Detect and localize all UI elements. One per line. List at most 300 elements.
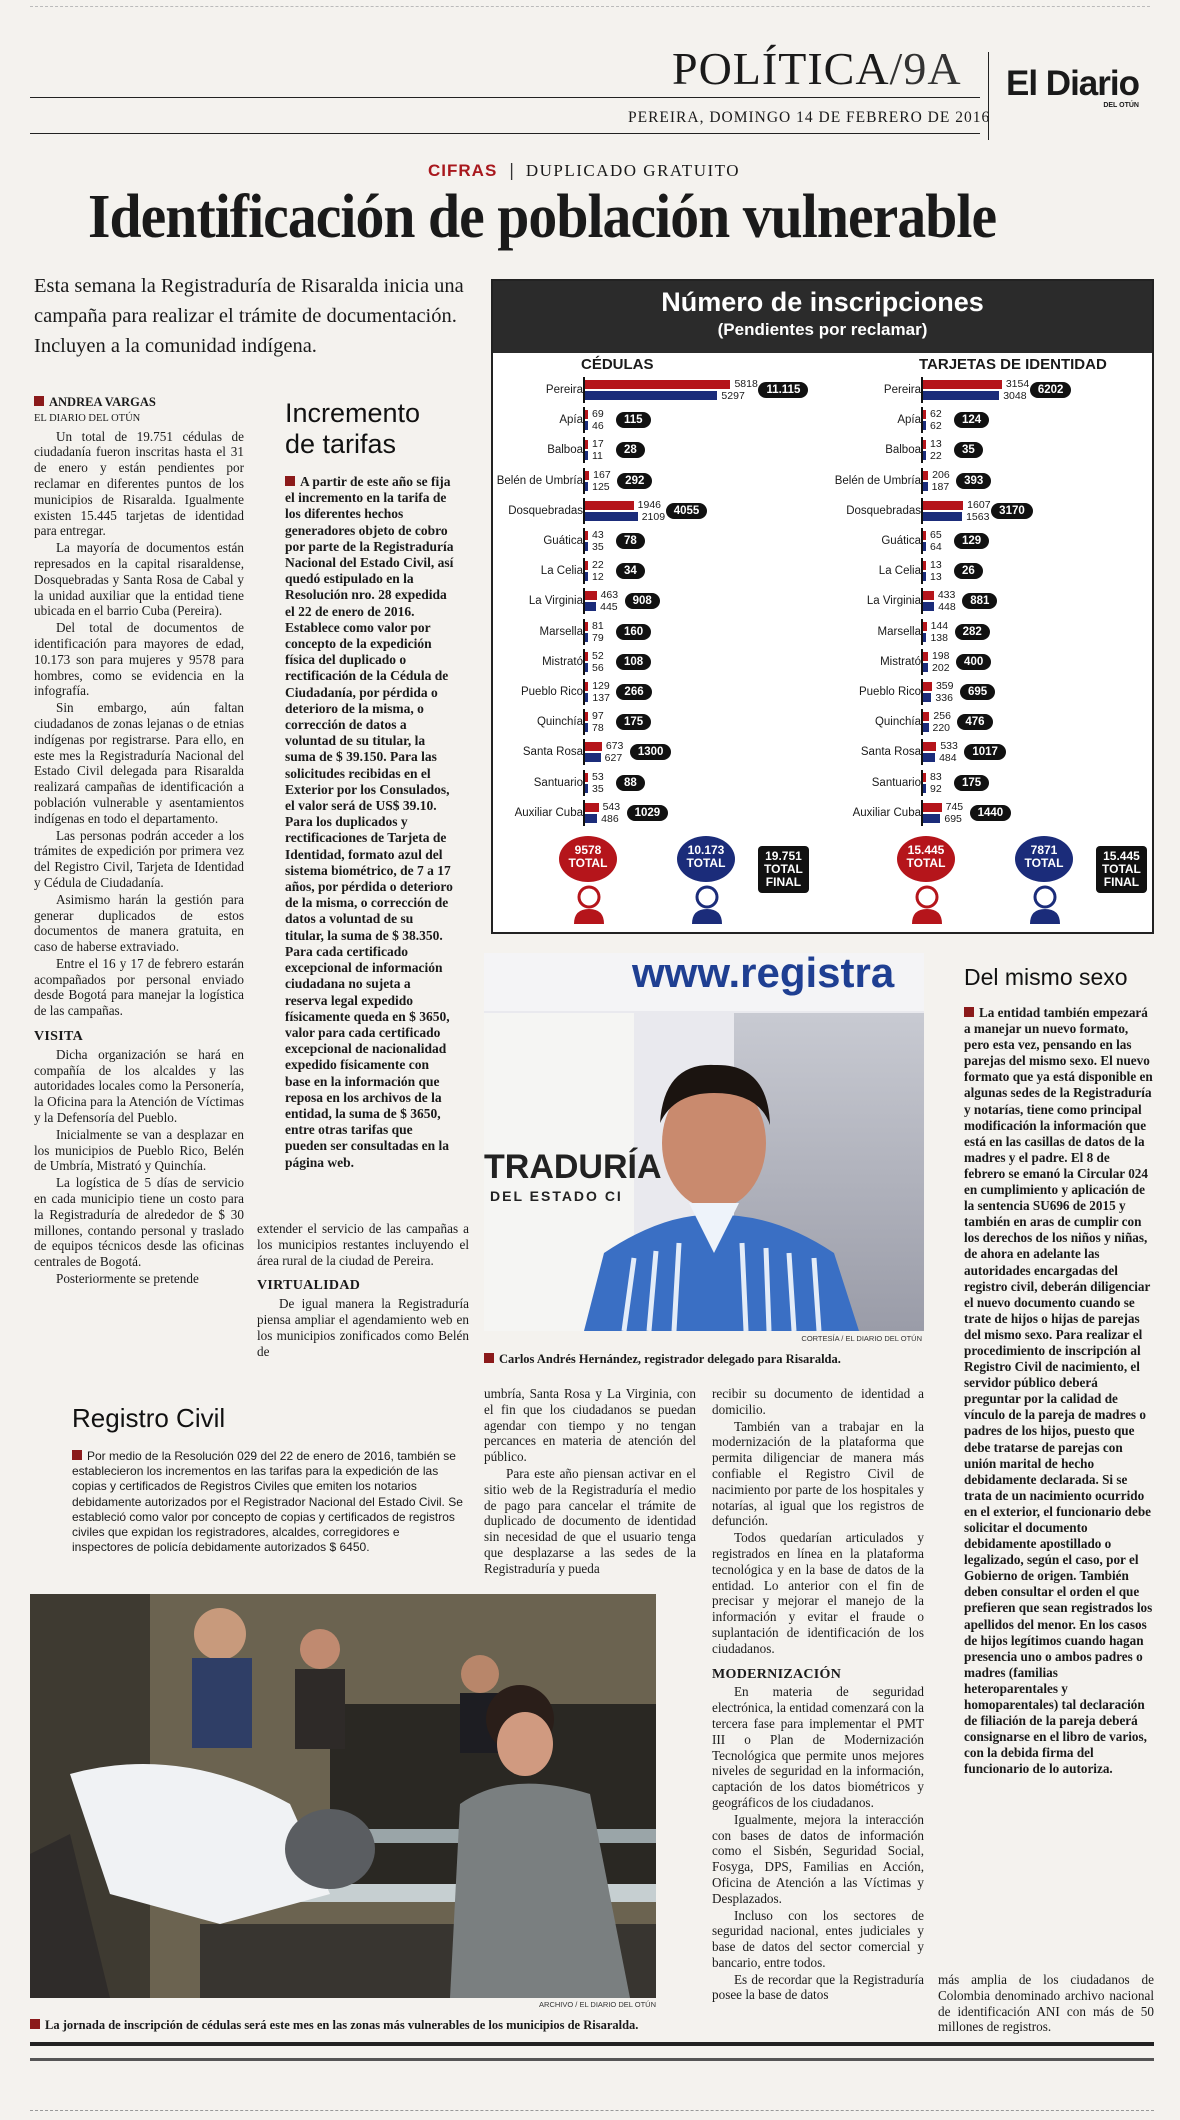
photo2-caption bbox=[30, 2018, 710, 2033]
final-total-value: 19.751 bbox=[765, 849, 802, 863]
category-label: Marsella bbox=[539, 625, 583, 638]
bar-women bbox=[923, 440, 926, 449]
bullet-square bbox=[285, 476, 295, 486]
total-pill: 1017 bbox=[964, 744, 1006, 760]
bar-men bbox=[585, 391, 717, 400]
paragraph: umbría, Santa Rosa y La Virginia, con el fin que los ciudadanos se puedan agendar con tiempo y no tengan percances en materia de atención del público. bbox=[484, 1386, 696, 1465]
total-pill: 1029 bbox=[627, 805, 669, 821]
bar-women bbox=[585, 803, 599, 812]
chart-row bbox=[493, 739, 813, 765]
category-label: Pereira bbox=[883, 384, 921, 396]
bottom-rule bbox=[30, 2042, 1154, 2046]
kicker-sub: DUPLICADO GRATUITO bbox=[525, 161, 740, 180]
bar-men bbox=[923, 391, 999, 400]
paragraph: extender el servicio de las campañas a los municipios restantes incluyendo el área rural de la ciudad de Pereira. bbox=[257, 1221, 469, 1268]
total-pill: 4055 bbox=[666, 503, 708, 519]
category-label: Guática bbox=[543, 535, 583, 547]
bar-men bbox=[923, 784, 926, 793]
paragraph: Las personas podrán acceder a los trámites de expedición por primera vez del Registro Civil, Tarjeta de Identidad y Cédula de Ciudadanía. bbox=[34, 827, 244, 890]
bar-women bbox=[923, 410, 926, 419]
bar-men bbox=[923, 633, 926, 642]
final-total-word: FINAL bbox=[1103, 875, 1140, 889]
chart-row bbox=[831, 679, 1151, 705]
category-label: La Virginia bbox=[866, 595, 921, 608]
photo1-caption bbox=[484, 1352, 924, 1367]
bar-men bbox=[585, 482, 588, 491]
section-name: POLÍTICA bbox=[672, 43, 890, 94]
paragraph: De igual manera la Registraduría piensa ampliar el agendamiento web en los municipios zonificados como Belén de bbox=[257, 1296, 469, 1359]
photo2-caption-text: La jornada de inscripción de cédulas será este mes en las zonas más vulnerables de los municipios de Risaralda. bbox=[45, 2018, 639, 2032]
bar-men bbox=[585, 512, 638, 521]
bar-men bbox=[923, 451, 926, 460]
chart-row bbox=[831, 709, 1151, 735]
chart-row bbox=[831, 377, 1151, 403]
masthead-rule bbox=[30, 97, 980, 98]
category-label: Apía bbox=[897, 414, 921, 427]
value-label-women: 13 bbox=[930, 438, 942, 451]
column-5-tail bbox=[938, 1972, 1154, 2036]
bar-women bbox=[923, 712, 929, 721]
paragraph: Asimismo harán la gestión para generar duplicados de estos documentos de manera gratuita, en caso de haberse extraviado. bbox=[34, 891, 244, 955]
group-label-tarjetas: TARJETAS DE IDENTIDAD bbox=[919, 356, 1107, 373]
final-total-word: TOTAL bbox=[1102, 862, 1141, 876]
value-label-women: 81 bbox=[592, 619, 604, 632]
chart-row bbox=[831, 619, 1151, 645]
section-title bbox=[672, 44, 962, 94]
final-total-box bbox=[1096, 846, 1147, 893]
category-label: Auxiliar Cuba bbox=[514, 806, 583, 819]
subhead-virtualidad: VIRTUALIDAD bbox=[257, 1278, 361, 1294]
value-label-men: 202 bbox=[932, 661, 950, 674]
category-label: Quinchía bbox=[874, 716, 921, 729]
category-label: Belén de Umbría bbox=[496, 474, 583, 487]
value-label-men: 3048 bbox=[1003, 390, 1027, 402]
chart-row bbox=[493, 437, 813, 463]
category-label: Santa Rosa bbox=[860, 746, 921, 759]
value-label-men: 13 bbox=[930, 571, 942, 584]
column-2b bbox=[257, 1221, 469, 1360]
chart-header bbox=[493, 281, 1152, 353]
category-label: Apía bbox=[559, 414, 583, 427]
chart-row bbox=[831, 800, 1151, 826]
bar-women bbox=[923, 561, 926, 570]
chart-row bbox=[493, 770, 813, 796]
bullet-square bbox=[34, 396, 44, 406]
chart-row bbox=[831, 407, 1151, 433]
women-total-bubble bbox=[897, 836, 955, 882]
final-total-box bbox=[758, 846, 809, 893]
paragraph: más amplia de los ciudadanos de Colombia denominado archivo nacional de identificación ANI con más de 50 millones de registros. bbox=[938, 1972, 1154, 2035]
bottom-edge bbox=[30, 2110, 1154, 2111]
sexo-heading: Del mismo sexo bbox=[964, 964, 1128, 990]
men-total-bubble bbox=[677, 836, 735, 882]
value-label-men: 484 bbox=[939, 752, 957, 765]
value-label-women: 22 bbox=[592, 559, 604, 572]
total-pill: 3170 bbox=[991, 503, 1033, 519]
category-label: Santuario bbox=[533, 776, 583, 789]
photo-sign-text: www.registra bbox=[632, 953, 895, 996]
subhead-visita: VISITA bbox=[34, 1029, 84, 1045]
total-pill: 124 bbox=[954, 412, 989, 428]
total-pill: 282 bbox=[955, 624, 990, 640]
incremento-body bbox=[285, 474, 455, 1171]
category-label: Guática bbox=[881, 535, 921, 547]
men-total-value: 7871 bbox=[1030, 843, 1058, 857]
bullet-square bbox=[484, 1353, 494, 1363]
value-label-men: 56 bbox=[592, 661, 604, 674]
bar-men bbox=[585, 572, 588, 581]
value-label-men: 448 bbox=[938, 601, 956, 614]
value-label-women: 53 bbox=[592, 770, 604, 783]
bar-women bbox=[585, 501, 634, 510]
chart-row bbox=[493, 498, 813, 524]
value-label-men: 5297 bbox=[721, 390, 745, 402]
category-label: Dosquebradas bbox=[508, 504, 583, 517]
total-pill: 400 bbox=[956, 654, 991, 670]
value-label-men: 125 bbox=[592, 480, 610, 493]
bar-women bbox=[585, 622, 588, 631]
value-label-women: 3154 bbox=[1005, 378, 1030, 390]
paragraph: También van a trabajar en la modernización de la plataforma que permita diligenciar de manera más confiable el Registro Civil de nacimiento por parte de los hospitales y notarías, al igual que los registros de defunción. bbox=[712, 1418, 924, 1529]
value-label-men: 695 bbox=[944, 812, 962, 825]
final-total-word: TOTAL bbox=[764, 862, 803, 876]
total-pill: 129 bbox=[954, 533, 989, 549]
woman-icon bbox=[571, 884, 607, 924]
total-pill: 292 bbox=[617, 473, 652, 489]
photo2-credit: ARCHIVO / EL DIARIO DEL OTÚN bbox=[539, 2000, 656, 2009]
bar-women bbox=[923, 773, 926, 782]
women-total-value: 9578 bbox=[574, 843, 602, 857]
paragraph: La logística de 5 días de servicio en cada municipio tiene un costo para la Registraduría de alrededor de $ 30 millones, contando personal y traslado de equipos técnicos desde las oficinas centrales de Bogotá. bbox=[34, 1175, 244, 1270]
paragraph: Igualmente, mejora la interacción con bases de datos de información como el Sisbén, Seguridad Social, Fosyga, DPS, Familias en Acción, Oficina de Atención a las Víctimas y Desplazados. bbox=[712, 1811, 924, 1906]
chart-row bbox=[493, 649, 813, 675]
paragraph: Dicha organización se hará en compañía de los alcaldes y las autoridades locales como la Personería, la Oficina para la Atención de Víctimas y la Defensoría del Pueblo. bbox=[34, 1046, 244, 1126]
value-label-women: 144 bbox=[930, 619, 949, 632]
value-label-men: 1563 bbox=[966, 510, 990, 523]
bar-men bbox=[923, 663, 928, 672]
bar-men bbox=[585, 421, 588, 430]
paragraph: Es de recordar que la Registraduría posee la base de datos bbox=[712, 1971, 924, 2003]
registro-text: Por medio de la Resolución 029 del 22 de enero de 2016, también se establecieron los incrementos en las tarifas para la expedición de las copias y certificados de Registros Civiles que emiten los notarios debidamente autorizados por el Registrador Nacional del Estado Civil. Se estableció como valor por concepto de copias y certificados de registros civiles que expidan los registradores, alcaldes, corregidores e inspectores de policía debidamente autorizados $ 6450. bbox=[72, 1449, 463, 1555]
paragraph: recibir su documento de identidad a domicilio. bbox=[712, 1386, 924, 1417]
chart-row bbox=[493, 709, 813, 735]
value-label-women: 543 bbox=[602, 800, 621, 813]
total-pill: 908 bbox=[625, 593, 660, 609]
value-label-men: 445 bbox=[600, 601, 618, 614]
value-label-women: 52 bbox=[592, 649, 604, 662]
photo1-caption-text: Carlos Andrés Hernández, registrador delegado para Risaralda. bbox=[499, 1352, 841, 1366]
subhead-modernizacion: MODERNIZACIÓN bbox=[712, 1666, 842, 1682]
bar-men bbox=[923, 572, 926, 581]
kicker-label: CIFRAS bbox=[428, 161, 498, 180]
bar-women bbox=[585, 561, 588, 570]
total-pill: 35 bbox=[954, 442, 983, 458]
photo-sign-text2: TRADURÍA bbox=[484, 1148, 662, 1186]
bar-men bbox=[585, 451, 588, 460]
chart-subtitle: (Pendientes por reclamar) bbox=[717, 320, 928, 339]
value-label-women: 256 bbox=[933, 710, 951, 723]
value-label-women: 65 bbox=[930, 529, 942, 541]
men-total-word: TOTAL bbox=[1024, 856, 1064, 870]
bottom-rule-thin bbox=[30, 2058, 1154, 2061]
value-label-men: 22 bbox=[930, 450, 942, 463]
bar-men bbox=[585, 753, 601, 762]
chart-row bbox=[831, 770, 1151, 796]
chart-row bbox=[831, 649, 1151, 675]
men-total-bubble bbox=[1015, 836, 1073, 882]
page-number: /9A bbox=[889, 43, 962, 94]
total-pill: 175 bbox=[616, 714, 651, 730]
dateline: PEREIRA, DOMINGO 14 DE FEBRERO DE 2016 bbox=[628, 109, 991, 126]
headline: Identificación de población vulnerable bbox=[88, 183, 997, 251]
bar-men bbox=[923, 814, 940, 823]
bar-women bbox=[923, 803, 942, 812]
bar-men bbox=[923, 723, 929, 732]
bar-men bbox=[585, 784, 588, 793]
category-label: Mistrató bbox=[880, 655, 921, 668]
photo1-credit: CORTESÍA / EL DIARIO DEL OTÚN bbox=[801, 1334, 922, 1343]
value-label-women: 206 bbox=[932, 468, 950, 481]
chart-row bbox=[493, 528, 813, 554]
value-label-men: 627 bbox=[604, 752, 623, 765]
value-label-women: 533 bbox=[940, 740, 958, 753]
chart-row bbox=[831, 739, 1151, 765]
chart-row bbox=[831, 437, 1151, 463]
bar-women bbox=[923, 471, 928, 480]
total-pill: 26 bbox=[954, 563, 983, 579]
category-label: Balboa bbox=[547, 444, 583, 457]
value-label-men: 35 bbox=[592, 541, 604, 553]
value-label-men: 78 bbox=[592, 722, 604, 735]
total-pill: 115 bbox=[616, 412, 651, 428]
total-pill: 1300 bbox=[630, 744, 672, 760]
paragraph: Entre el 16 y 17 de febrero estarán acompañados por personal enviado desde Bogotá para manejar la logística de las campañas. bbox=[34, 955, 244, 1019]
bar-women bbox=[923, 380, 1002, 389]
chart-row bbox=[493, 619, 813, 645]
value-label-women: 745 bbox=[945, 800, 964, 813]
women-total-word: TOTAL bbox=[906, 856, 946, 870]
kicker-divider: | bbox=[508, 161, 515, 181]
column-4 bbox=[712, 1386, 924, 2004]
value-label-men: 64 bbox=[930, 541, 942, 553]
value-label-women: 1607 bbox=[967, 498, 991, 511]
paragraph: En materia de seguridad electrónica, la entidad comenzará con la tercera fase para implementar el PMT III o Plan de Modernización Tecnológica que permite unos mejores niveles de seguridad en la información, captación de los datos biométricos y geográficos de los ciudadanos. bbox=[712, 1684, 924, 1810]
category-label: Pueblo Rico bbox=[520, 686, 583, 698]
bar-women bbox=[923, 682, 932, 691]
bar-women bbox=[585, 682, 588, 691]
value-label-women: 167 bbox=[593, 468, 611, 481]
bar-women bbox=[585, 591, 597, 600]
bar-men bbox=[923, 753, 935, 762]
total-pill: 34 bbox=[616, 563, 645, 579]
group-label-cedulas: CÉDULAS bbox=[581, 356, 654, 373]
column-3 bbox=[484, 1386, 696, 1578]
value-label-women: 97 bbox=[592, 710, 604, 723]
sexo-body bbox=[964, 1005, 1154, 1778]
bar-men bbox=[585, 633, 588, 642]
value-label-women: 5818 bbox=[734, 378, 758, 390]
value-label-women: 69 bbox=[592, 408, 604, 421]
kicker bbox=[428, 161, 740, 181]
bar-men bbox=[585, 693, 588, 702]
paragraph: Para este año piensan activar en el sitio web de la Registraduría el medio de pago para cancelar el trámite de duplicado de documento de identidad sin necesidad de que el usuario tenga que desplazarse a las sedes de la Registraduría y pueda bbox=[484, 1465, 696, 1576]
paragraph: Incluso con los sectores de seguridad nacional, entes judiciales y base de datos del sector comercial y bancario, entre todos. bbox=[712, 1907, 924, 1970]
deck: Esta semana la Registraduría de Risaralda inicia una campaña para realizar el trámite de documentación. Incluyen a la comunidad indígena. bbox=[34, 275, 464, 357]
category-label: Quinchía bbox=[536, 716, 583, 729]
incremento-text: A partir de este año se fija el incremento en la tarifa de los diferentes hechos generadores objeto de cobro por parte de la Registraduría Nacional del Estado Civil, así quedó estipulado en la Resolución nro. 28 expedida el 22 de enero de 2016. Establece como valor por concepto de la expedición física del duplicado o rectificación de la Cédula de Ciudadanía, por pérdida o deterioro de la misma, o corrección de datos a voluntad de su titular, la suma de $ 39.150. Para las solicitudes recibidas en el Exterior por los Consulados, el valor será de US$ 39.10. Para los duplicados y rectificaciones de Tarjeta de Identidad, formato azul del sistema biométrico, de 7 a 17 años, por pérdida o deterioro de la misma, o corrección de datos a voluntad de su titular, la suma de $ 38.350. Para cada certificado excepcional de información ciudadana no sujeta a reserva legal expedido físicamente queda en $ 3650, valor para cada certificado excepcional de nacionalidad expedido físicamente con base en la información que reposa en los archivos de la entidad, la suma de $ 3650, entre otras tarifas que pueden ser consultadas en la página web. bbox=[285, 474, 454, 1170]
bar-men bbox=[585, 814, 597, 823]
paragraph: Sin embargo, aún faltan ciudadanos de zonas lejanas o de etnias indígenas por registrarse. Para ello, en este mes la Registraduría Nacional del Estado Civil delegada para Risaralda realizará campañas de identificación a población vulnerable y asentamientos indígenas en todo el departamento. bbox=[34, 700, 244, 826]
dateline-rule bbox=[30, 133, 980, 134]
bar-women bbox=[585, 773, 588, 782]
total-pill: 88 bbox=[616, 775, 645, 791]
category-label: La Virginia bbox=[528, 595, 583, 608]
total-pill: 78 bbox=[616, 533, 645, 549]
woman-icon bbox=[909, 884, 945, 924]
bar-men bbox=[923, 512, 962, 521]
paragraph: Inicialmente se van a desplazar en los municipios de Pueblo Rico, Belén de Umbría, Mistrató y Quinchía. bbox=[34, 1126, 244, 1174]
paragraph: Posteriormente se pretende bbox=[56, 1271, 199, 1287]
paragraph: Del total de documentos de identificación para mayores de edad, 10.173 son para mujeres y 9578 para hombres, como se evidencia en la infografía. bbox=[34, 620, 244, 699]
total-pill: 881 bbox=[962, 593, 997, 609]
author: ANDREA VARGAS bbox=[49, 395, 156, 409]
brand-sub: DEL OTÚN bbox=[1103, 102, 1139, 109]
value-label-women: 83 bbox=[930, 770, 942, 783]
value-label-men: 486 bbox=[601, 812, 619, 825]
men-total-value: 10.173 bbox=[687, 843, 725, 857]
top-rule bbox=[30, 6, 1150, 7]
registro-body bbox=[72, 1449, 464, 1555]
photo-jornada bbox=[30, 1594, 656, 1998]
byline bbox=[34, 395, 244, 411]
total-pill: 695 bbox=[960, 684, 995, 700]
value-label-men: 92 bbox=[930, 782, 942, 795]
outlet: EL DIARIO DEL OTÚN bbox=[34, 412, 141, 424]
category-label: Pueblo Rico bbox=[858, 686, 921, 698]
paragraph: Todos quedarían articulados y registrados en línea en la plataforma tecnológica y en la base de datos de la entidad. Lo anterior con el fin de precisar y mejorar el manejo de la información y evitar el fraude o suplantación de identificación de los ciudadanos. bbox=[712, 1530, 924, 1656]
photo-sign-text3: DEL ESTADO CI bbox=[490, 1188, 623, 1204]
value-label-women: 43 bbox=[592, 529, 604, 541]
chart-title: Número de inscripciones bbox=[661, 287, 984, 317]
infographic-chart bbox=[491, 279, 1154, 934]
value-label-men: 12 bbox=[592, 571, 604, 584]
value-label-men: 35 bbox=[592, 782, 604, 795]
chart-row bbox=[493, 468, 813, 494]
bar-women bbox=[585, 531, 588, 540]
category-label: La Celia bbox=[540, 565, 583, 578]
value-label-women: 433 bbox=[937, 589, 956, 602]
total-pill: 6202 bbox=[1030, 382, 1072, 398]
column-1 bbox=[34, 395, 244, 1288]
category-label: Auxiliar Cuba bbox=[852, 806, 921, 819]
bar-men bbox=[923, 542, 926, 551]
bullet-square bbox=[72, 1450, 82, 1460]
value-label-men: 220 bbox=[932, 722, 951, 735]
bar-men bbox=[585, 542, 588, 551]
bar-women bbox=[585, 742, 602, 751]
bar-men bbox=[923, 602, 934, 611]
value-label-men: 79 bbox=[592, 631, 604, 644]
bar-women bbox=[585, 410, 588, 419]
brand-logo bbox=[1006, 66, 1139, 109]
total-pill: 1440 bbox=[970, 805, 1012, 821]
value-label-men: 336 bbox=[935, 692, 953, 704]
chart-row bbox=[831, 468, 1151, 494]
category-label: Mistrató bbox=[542, 655, 583, 668]
bar-men bbox=[585, 602, 596, 611]
value-label-women: 673 bbox=[605, 740, 624, 753]
value-label-women: 17 bbox=[592, 438, 604, 451]
category-label: Santuario bbox=[871, 776, 921, 789]
chart-row bbox=[831, 558, 1151, 584]
value-label-women: 62 bbox=[930, 408, 942, 421]
value-label-women: 129 bbox=[592, 680, 610, 692]
total-pill: 476 bbox=[957, 714, 992, 730]
man-icon bbox=[1027, 884, 1063, 924]
women-total-value: 15.445 bbox=[907, 843, 945, 857]
category-label: Marsella bbox=[877, 625, 921, 638]
bar-women bbox=[585, 471, 589, 480]
bar-women bbox=[923, 652, 928, 661]
bar-men bbox=[923, 482, 928, 491]
chart-row bbox=[493, 377, 813, 403]
total-pill: 11.115 bbox=[758, 382, 808, 398]
chart-row bbox=[493, 588, 813, 614]
total-pill: 108 bbox=[616, 654, 651, 670]
chart-row bbox=[493, 679, 813, 705]
value-label-women: 13 bbox=[930, 559, 942, 572]
bar-women bbox=[923, 531, 926, 540]
category-label: Santa Rosa bbox=[522, 746, 583, 759]
total-pill: 393 bbox=[956, 473, 991, 489]
value-label-women: 359 bbox=[935, 680, 954, 692]
bar-women bbox=[585, 652, 588, 661]
final-total-word: FINAL bbox=[765, 875, 802, 889]
category-label: Belén de Umbría bbox=[834, 474, 921, 487]
chart-row bbox=[831, 498, 1151, 524]
bar-women bbox=[923, 742, 936, 751]
value-label-women: 198 bbox=[931, 649, 950, 662]
category-label: Pereira bbox=[545, 384, 583, 396]
chart-row bbox=[493, 407, 813, 433]
crowd-illustration bbox=[30, 1594, 656, 1998]
bullet-square bbox=[30, 2019, 40, 2029]
bar-women bbox=[923, 501, 963, 510]
total-pill: 160 bbox=[616, 624, 651, 640]
value-label-men: 137 bbox=[592, 692, 610, 704]
total-pill: 28 bbox=[616, 442, 645, 458]
value-label-men: 46 bbox=[592, 420, 604, 433]
total-pill: 175 bbox=[954, 775, 989, 791]
value-label-men: 11 bbox=[592, 450, 603, 463]
women-total-bubble bbox=[559, 836, 617, 882]
sexo-text: La entidad también empezará a manejar un nuevo formato, pero esta vez, pensando en las parejas del mismo sexo. El nuevo formato que ya está disponible en algunas sedes de la Registraduría y notarías, tiene como principal modificación la información que está en las casillas de datos de la madres y el padre. El 8 de febrero se emanó la Circular 024 en cumplimiento y aplicación de la sentencia SU696 de 2015 y también en aras de cumplir con los derechos de los niños y niñas, de ahora en adelante las autoridades encargadas del registro civil, deberán diligenciar el nuevo documento cuando se trate de hijos o hijas de parejas del mismo sexo. Para realizar el procedimiento de inscripción al Registro Civil de nacimiento, el servidor público deberá preguntar por la calidad de vínculo de la pareja de madres o padres de los hijos, puesto que debe tratarse de parejas con unión marital de hecho debidamente declarada. Si se trata de un nacimiento ocurrido en el exterior, el funcionario debe solicitar el documento debidamente apostillado o legalizado, según el caso, por el Gobierno de origen. También deben consultar el orden el que prefieren que sean registrados los apellidos del menor. En los casos de hijos legítimos cuando hagan presencia uno o ambos padres o madres (familias heteroparentales y homoparentales) tal declaración de filiación de la pareja deberá consignarse en el libro de varios, con la debida firma del funcionario de lo autoriza. bbox=[964, 1005, 1153, 1777]
category-label: Balboa bbox=[885, 444, 921, 457]
bar-men bbox=[923, 693, 931, 702]
total-pill: 266 bbox=[616, 684, 651, 700]
chart-row bbox=[493, 558, 813, 584]
man-icon bbox=[689, 884, 725, 924]
bar-women bbox=[923, 622, 927, 631]
paragraph: Un total de 19.751 cédulas de ciudadanía fueron inscritas hasta el 31 de enero y están pendientes por reclamar en diferentes puntos de los municipios de Risaralda. Igualmente existen 15.445 tarjetas de identidad para entregar. bbox=[34, 428, 244, 539]
registro-heading: Registro Civil bbox=[72, 1403, 226, 1433]
bar-women bbox=[585, 440, 588, 449]
bar-men bbox=[923, 421, 926, 430]
chart-row bbox=[831, 528, 1151, 554]
brand-name: El Diario bbox=[1006, 64, 1139, 103]
bar-women bbox=[585, 712, 588, 721]
bar-men bbox=[585, 723, 588, 732]
